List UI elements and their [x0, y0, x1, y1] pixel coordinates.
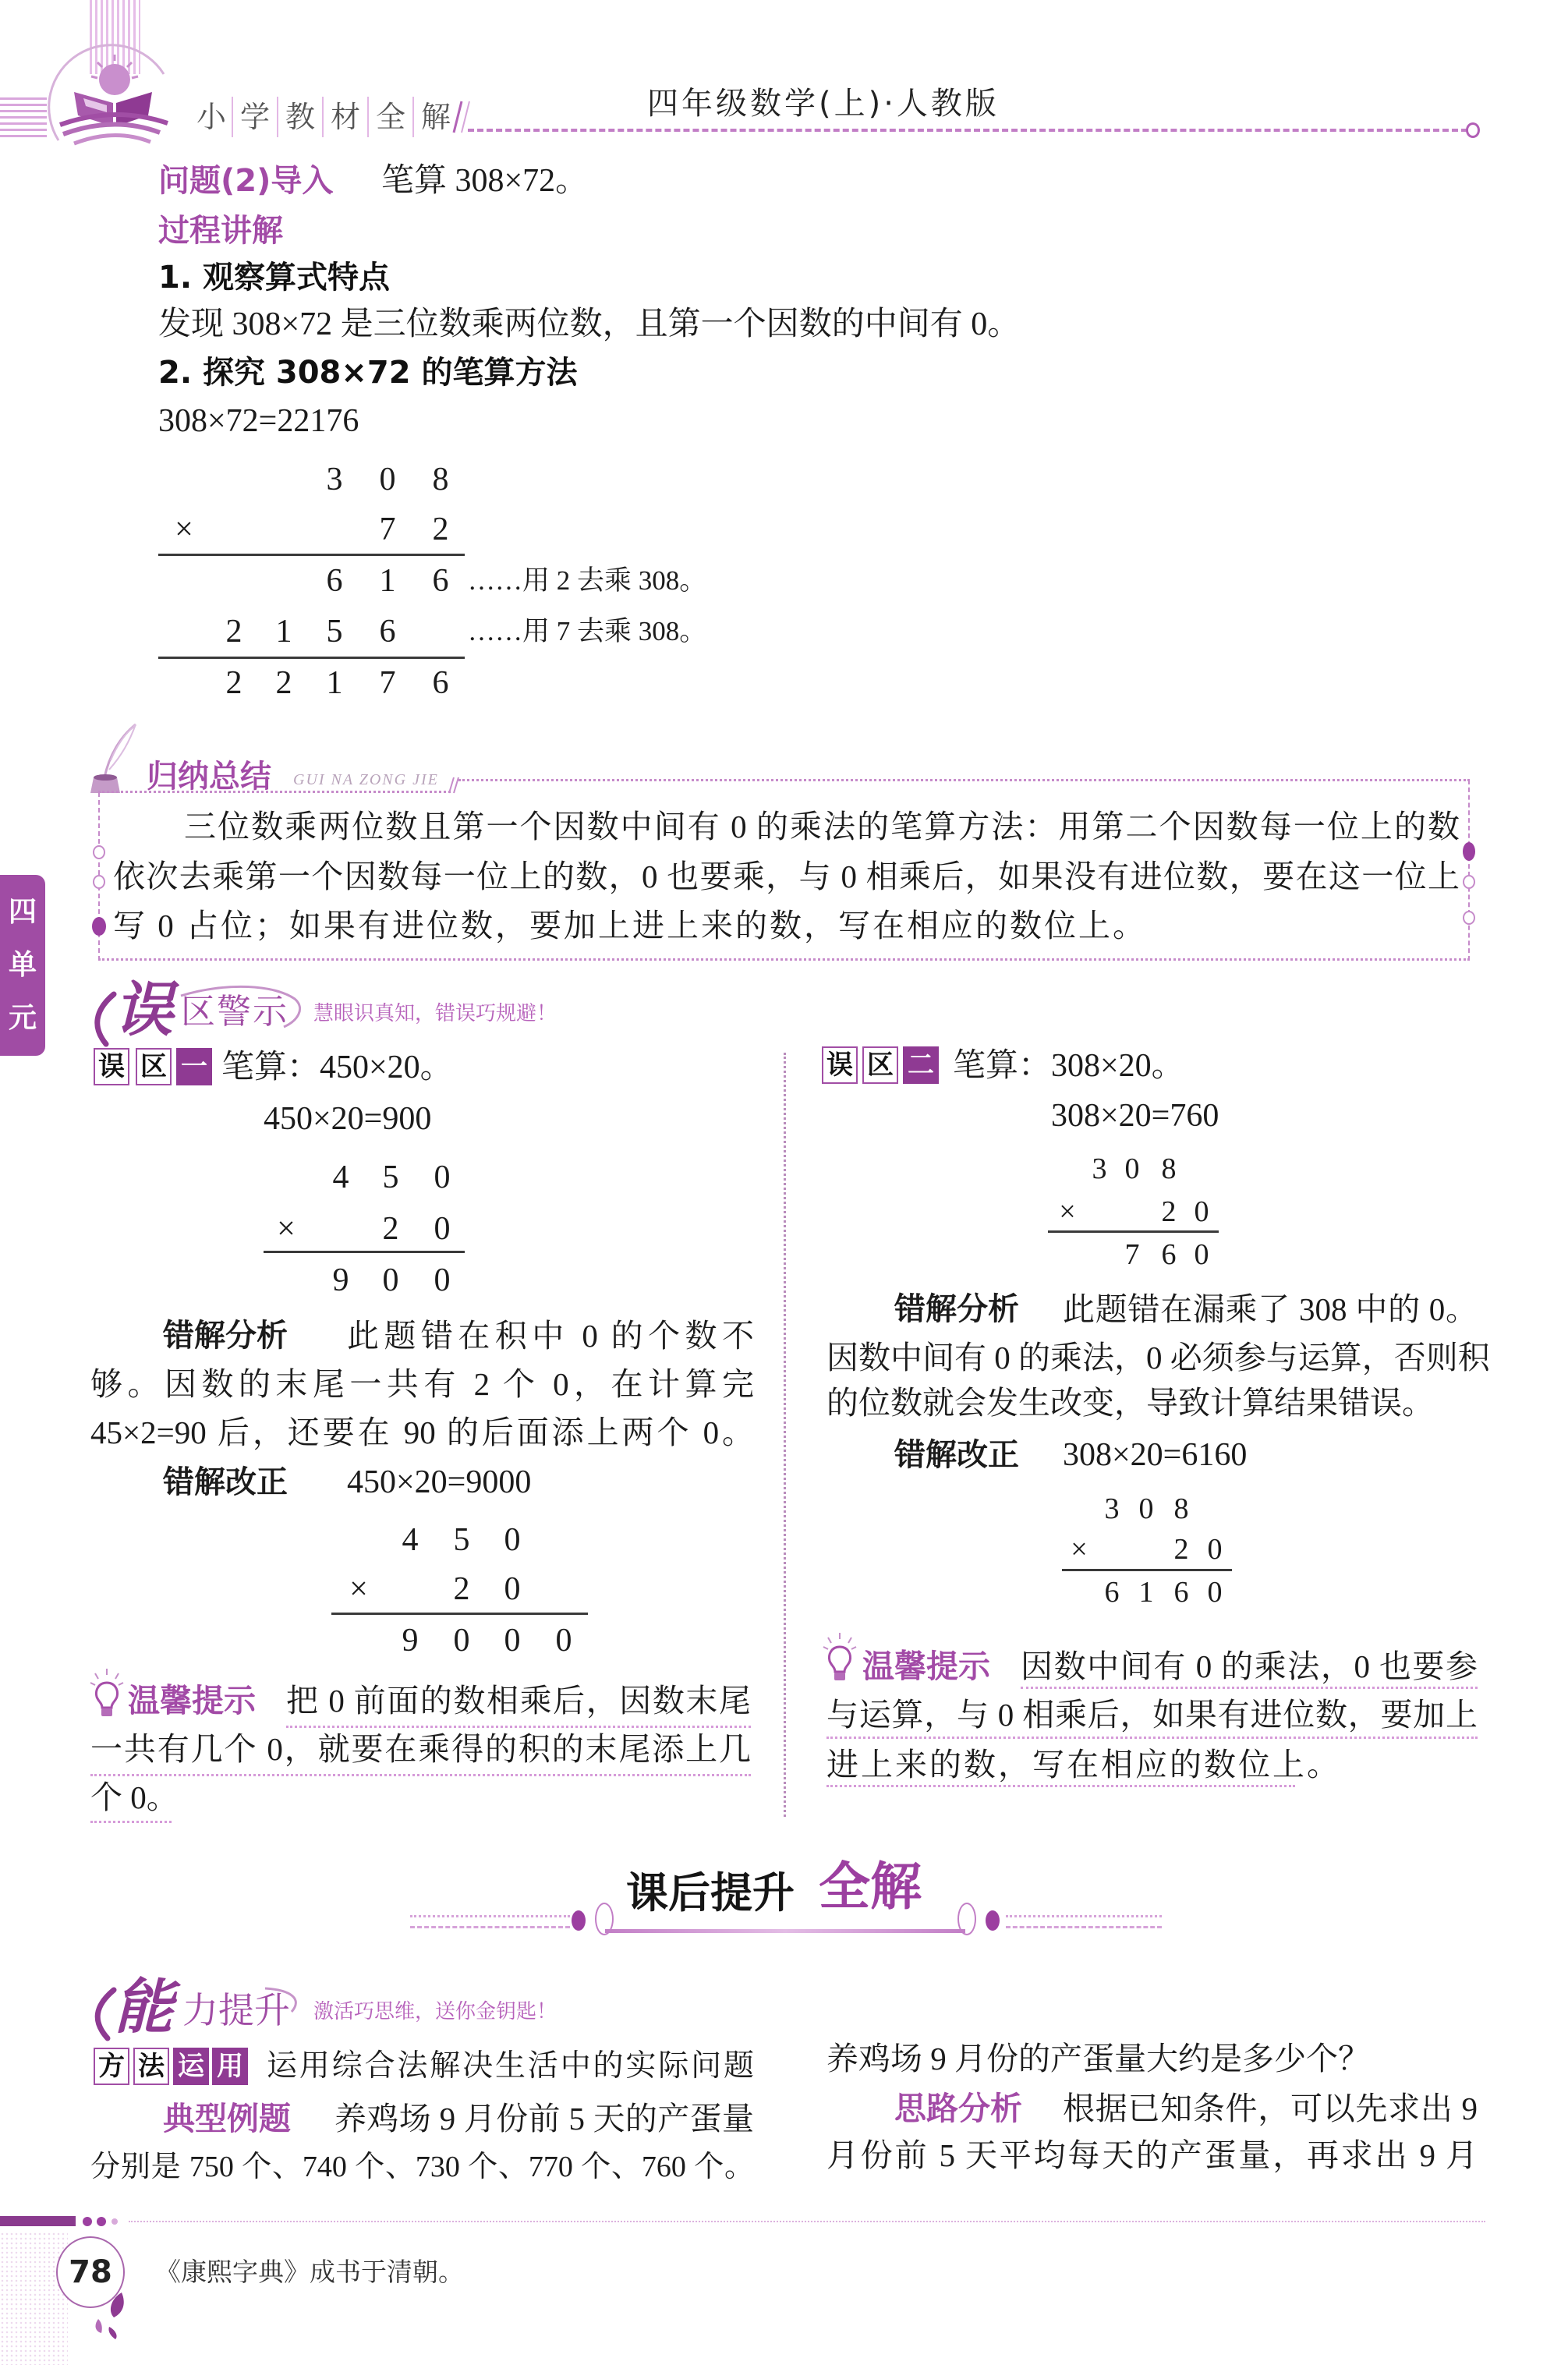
analysis-line: 此题错在积中 0 的个数不 [347, 1318, 754, 1354]
digit: 1 [379, 563, 396, 599]
digit: 5 [326, 614, 343, 650]
ability-heading-first: 能 [114, 1972, 173, 2041]
summary-filled-circle [1463, 842, 1475, 861]
calc-rule [264, 1251, 465, 1253]
summary-open-circle [1463, 911, 1475, 925]
digit: 6 [1173, 1576, 1189, 1609]
analysis-line: 够。因数的末尾一共有 2 个 0，在计算完 [90, 1366, 754, 1402]
digit: 5 [382, 1159, 399, 1195]
section-deco-filled-circle [572, 1910, 586, 1931]
method-badge-char: 运 [173, 2048, 209, 2085]
example-line: 养鸡场 9 月份的产蛋量大约是多少个？ [826, 2041, 1370, 2076]
digit: 6 [1161, 1238, 1177, 1271]
unit-tab-char: 单 [8, 949, 37, 981]
mistake-badge-number: 二 [903, 1046, 939, 1084]
footer-dot [111, 2218, 118, 2225]
summary-line: 写 0 占位；如果有进位数，要加上进上来的数，写在相应的数位上。 [113, 908, 1147, 944]
column-divider [784, 1053, 786, 1817]
mistake-prompt: 笔算：308×20。 [953, 1048, 1184, 1084]
series-title-char: 材 [324, 97, 369, 137]
book-title: 四年级数学(上)·人教版 [647, 86, 1000, 122]
digit: 6 [326, 563, 343, 599]
tip-underline [90, 1821, 172, 1823]
calc-rule [1048, 1230, 1219, 1233]
series-title-char: 解 [420, 100, 451, 134]
page-number: 78 [69, 2254, 112, 2290]
step1-title: 1. 观察算式特点 [158, 260, 390, 296]
calc-rule [331, 1613, 588, 1615]
unit-tab-char: 四 [8, 896, 37, 928]
series-title-char: 教 [278, 97, 324, 137]
digit: 7 [379, 665, 396, 701]
digit: 0 [504, 1623, 521, 1659]
tip-underline [826, 1785, 1295, 1787]
analysis-line: 根据已知条件，可以先求出 9 [1063, 2091, 1478, 2126]
fix-equation: 450×20=9000 [347, 1464, 532, 1500]
problem-text: 笔算 308×72。 [381, 163, 589, 199]
partial-2-note: ……用 7 去乘 308。 [468, 616, 707, 646]
series-title-char: 小 [191, 97, 233, 137]
process-label: 过程讲解 [158, 213, 283, 249]
after-class-title-accent: 全解 [819, 1857, 922, 1917]
example-label: 典型例题 [163, 2100, 291, 2137]
digit: 0 [1194, 1238, 1209, 1271]
step1-text: 发现 308×72 是三位数乘两位数，且第一个因数的中间有 0。 [158, 306, 1021, 342]
footer-dotted-line [129, 2221, 1485, 2222]
mistake-badge-char: 区 [136, 1048, 172, 1085]
digit: 0 [434, 1159, 451, 1195]
digit: 5 [453, 1522, 470, 1558]
digit: 3 [1104, 1492, 1120, 1525]
analysis-label: 错解分析 [163, 1318, 288, 1354]
step2-title: 2. 探究 308×72 的笔算方法 [158, 355, 578, 391]
ability-heading-rest: 力提升 [182, 1989, 290, 2031]
summary-line: 依次去乘第一个因数每一位上的数，0 也要乘，与 0 相乘后，如果没有进位数，要在这一位上 [113, 859, 1460, 894]
summary-open-circle [93, 875, 105, 889]
analysis-line: 此题错在漏乘了 308 中的 0。 [1063, 1291, 1478, 1327]
summary-filled-circle [92, 917, 106, 936]
footer-dot [83, 2217, 92, 2226]
mistake-badge-number: 一 [176, 1048, 212, 1085]
summary-open-circle [1463, 875, 1475, 889]
section-deco-open-circle [957, 1903, 976, 1935]
digit: 0 [1207, 1576, 1223, 1609]
digit: 8 [432, 462, 449, 497]
tip-line: 个 0。 [90, 1779, 179, 1815]
section-deco-dotted-right [1006, 1926, 1162, 1928]
example-line: 养鸡场 9 月份前 5 天的产蛋量 [334, 2101, 754, 2137]
tip-label: 温馨提示 [128, 1682, 256, 1719]
partial-1-note: ……用 2 去乘 308。 [468, 565, 707, 596]
multiply-sign: × [175, 512, 193, 547]
book-sun-logo-icon [43, 31, 179, 148]
digit: 8 [1173, 1492, 1189, 1525]
tip-underline [286, 1726, 751, 1728]
digit: 1 [275, 614, 292, 650]
analysis-line: 的位数就会发生改变，导致计算结果错误。 [826, 1385, 1434, 1421]
digit: 0 [504, 1571, 521, 1607]
tip-line: 与运算，与 0 相乘后，如果有进位数，要加上 [826, 1697, 1478, 1733]
summary-line: 三位数乘两位数且第一个因数中间有 0 的乘法的笔算方法：用第二个因数每一位上的数 [184, 809, 1460, 844]
tip-underline [1021, 1687, 1478, 1689]
tip-line: 因数中间有 0 的乘法，0 也要参 [1021, 1648, 1478, 1684]
tip-line: 把 0 前面的数相乘后，因数末尾 [286, 1683, 751, 1719]
digit: 6 [432, 665, 449, 701]
problem-label: 问题(2)导入 [158, 163, 334, 199]
digit: 6 [379, 614, 396, 650]
series-title-char: 全 [369, 97, 414, 137]
summary-open-circle [93, 845, 105, 859]
digit: 2 [225, 665, 242, 701]
digit: 0 [1138, 1492, 1154, 1525]
footer-bar [0, 2216, 76, 2226]
mistake-badge-char: 误 [94, 1048, 129, 1085]
digit: 2 [1161, 1195, 1177, 1228]
lightbulb-icon [822, 1631, 858, 1686]
digit: 4 [332, 1159, 349, 1195]
tip-line: 进上来的数，写在相应的数位上。 [826, 1747, 1341, 1783]
digit: 7 [1124, 1238, 1140, 1271]
digit: 3 [1092, 1152, 1107, 1185]
wrong-equation: 450×20=900 [264, 1101, 432, 1137]
mistakes-heading-first: 误 [114, 975, 173, 1044]
header-line-end-circle [1466, 122, 1480, 138]
method-badge-char: 法 [133, 2048, 169, 2085]
section-deco-filled-circle [986, 1910, 1000, 1931]
series-title-char: 学 [233, 97, 278, 137]
multiply-sign: × [349, 1571, 368, 1607]
analysis-label: 错解分析 [894, 1291, 1019, 1327]
section-deco-dotted-left [410, 1926, 570, 1928]
calc-rule [1062, 1569, 1232, 1571]
tip-underline [90, 1774, 751, 1776]
tip-underline [826, 1737, 1478, 1739]
analysis-line: 因数中间有 0 的乘法，0 必须参与运算，否则积 [826, 1340, 1490, 1375]
digit: 2 [382, 1211, 399, 1247]
digit: 8 [1161, 1152, 1177, 1185]
footer-fact: 《康熙字典》成书于清朝。 [155, 2257, 464, 2287]
header-dashed-line [468, 129, 1467, 132]
analysis-label: 思路分析 [894, 2090, 1022, 2127]
calc-rule [158, 554, 465, 556]
unit-tab-char: 元 [8, 1002, 37, 1034]
fix-label: 错解改正 [894, 1437, 1019, 1473]
footer-dot [97, 2217, 106, 2226]
section-deco-dotted-right [1006, 1915, 1162, 1917]
header-stripes-left [0, 97, 47, 138]
digit: 6 [432, 563, 449, 599]
digit: 9 [332, 1262, 349, 1298]
mistake-prompt: 笔算：450×20。 [221, 1050, 453, 1085]
digit: 2 [453, 1571, 470, 1607]
mistake-badge-char: 误 [822, 1046, 858, 1084]
tip-label: 温馨提示 [862, 1648, 990, 1685]
digit: 0 [379, 462, 396, 497]
series-title [191, 97, 458, 137]
digit: 0 [555, 1623, 572, 1659]
method-text: 运用综合法解决生活中的实际问题 [267, 2048, 754, 2084]
mistakes-heading-rest: 区警示 [181, 992, 288, 1032]
digit: 1 [326, 665, 343, 701]
mistakes-subtitle: 慧眼识真知，错误巧规避！ [313, 1002, 557, 1025]
digit: 2 [275, 665, 292, 701]
section-deco-base-line [605, 1929, 965, 1933]
digit: 1 [1138, 1576, 1154, 1609]
multiply-sign: × [1059, 1195, 1076, 1228]
digit: 2 [432, 512, 449, 547]
digit: 4 [402, 1522, 419, 1558]
intro-equation: 308×72=22176 [158, 403, 359, 439]
mistake-badge-char: 区 [862, 1046, 898, 1084]
analysis-line: 45×2=90 后，还要在 90 的后面添上两个 0。 [90, 1414, 754, 1450]
digit: 0 [453, 1623, 470, 1659]
digit: 7 [379, 512, 396, 547]
digit: 9 [402, 1623, 419, 1659]
wrong-equation: 308×20=760 [1051, 1098, 1219, 1134]
fix-equation: 308×20=6160 [1063, 1437, 1248, 1473]
digit: 0 [1124, 1152, 1140, 1185]
digit: 0 [382, 1262, 399, 1298]
calc-rule [158, 657, 465, 659]
quill-icon [81, 721, 148, 799]
digit: 3 [326, 462, 343, 497]
unit-side-tab [0, 875, 45, 1056]
digit: 0 [504, 1522, 521, 1558]
digit: 0 [434, 1211, 451, 1247]
method-badge-char: 用 [212, 2048, 248, 2085]
digit: 0 [1194, 1195, 1209, 1228]
digit: 0 [434, 1262, 451, 1298]
ability-subtitle: 激活巧思维，送你金钥匙！ [313, 2000, 557, 2023]
summary-top-line [458, 779, 1470, 781]
digit: 2 [1173, 1533, 1189, 1566]
analysis-line: 月份前 5 天平均每天的产蛋量，再求出 9 月 [826, 2137, 1478, 2173]
fix-label: 错解改正 [163, 1464, 288, 1500]
leaf-icon [92, 2291, 131, 2341]
tip-line: 一共有几个 0，就要在乘得的积的末尾添上几 [90, 1731, 751, 1767]
multiply-sign: × [1071, 1533, 1088, 1566]
multiply-sign: × [277, 1211, 296, 1247]
summary-title: 归纳总结 [147, 759, 271, 795]
example-line: 分别是 750 个、740 个、730 个、770 个、760 个。 [90, 2151, 754, 2183]
digit: 0 [1207, 1533, 1223, 1566]
digit: 2 [225, 614, 242, 650]
digit: 6 [1104, 1576, 1120, 1609]
lightbulb-icon [89, 1667, 125, 1722]
method-badge-char: 方 [94, 2048, 129, 2085]
after-class-title-main: 课后提升 [626, 1868, 795, 1917]
summary-box-right-border [1468, 780, 1470, 961]
section-deco-dotted-left [410, 1915, 570, 1917]
summary-pinyin: GUI NA ZONG JIE [293, 771, 439, 788]
